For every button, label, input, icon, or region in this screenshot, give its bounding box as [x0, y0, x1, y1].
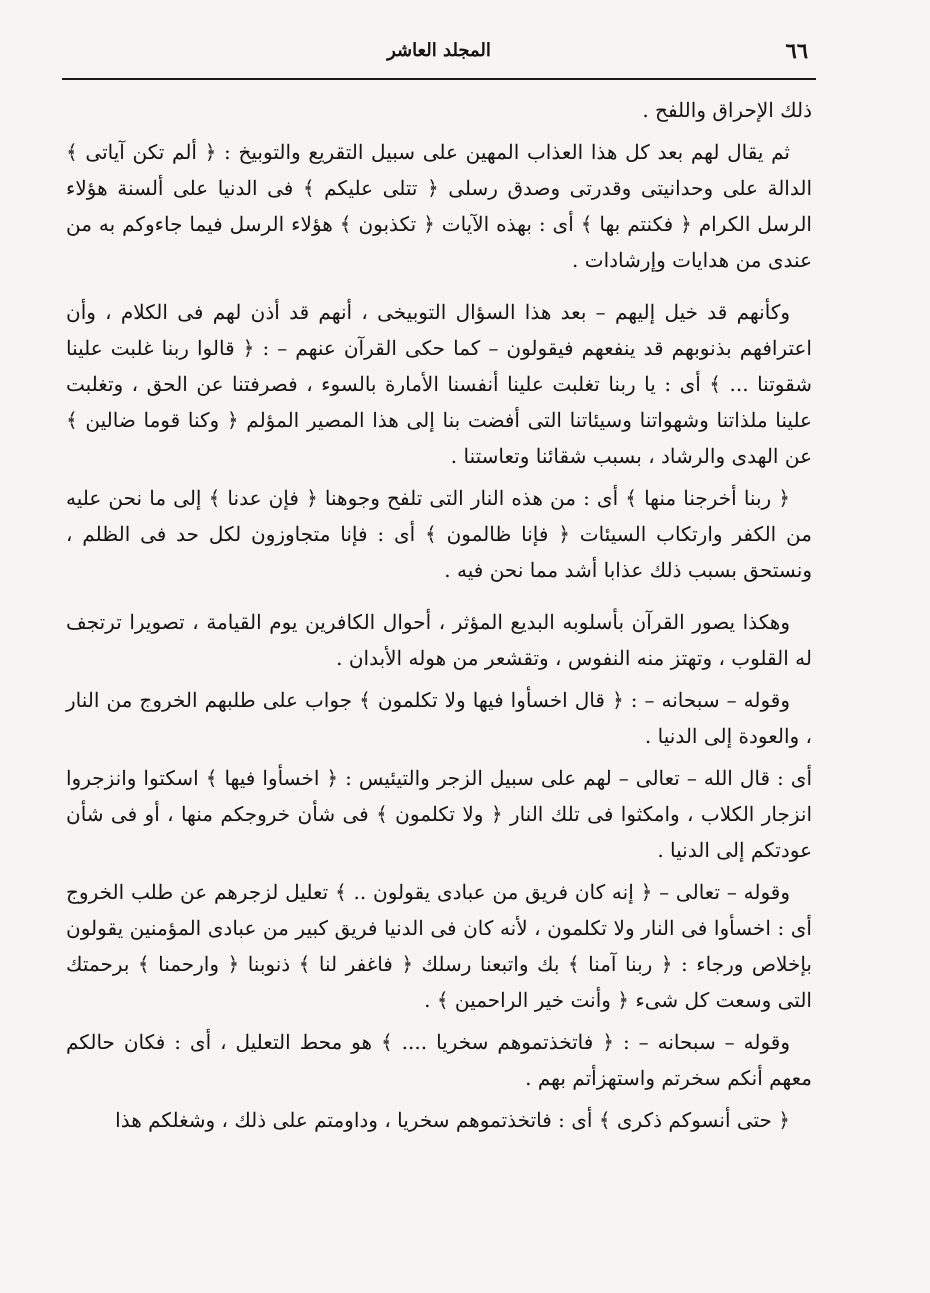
- paragraph-2: ثم يقال لهم بعد كل هذا العذاب المهين على سبيل التقريع والتوبيخ : ﴿ ألم تكن آياتى ﴾ الدالة على وحدانيتى وقدرتى وصدق رسلى ﴿ تتلى عليكم ﴾ فى الدنيا على ألسنة هؤلاء الرسل الكرام ﴿ فكنتم بها ﴾ أى : بهذه الآيات ﴿ تكذبون ﴾ هؤلاء الرسل فيما جاءوكم به من عندى من هدايات وإرشادات .: [66, 140, 812, 272]
- running-title: المجلد العاشر: [387, 40, 491, 61]
- page-body: [66, 92, 812, 1144]
- paragraph-8: وقوله – تعالى – ﴿ إنه كان فريق من عبادى يقولون .. ﴾ تعليل لزجرهم عن طلب الخروج أى : اخسأوا فى النار ولا تكلمون ، لأنه كان فى الدنيا فريق كبير من عبادى المؤمنين يقولون بإخلاص ورجاء : ﴿ ربنا آمنا ﴾ بك واتبعنا رسلك ﴿ فاغفر لنا ﴾ ذنوبنا ﴿ وارحمنا ﴾ برحمتك التى وسعت كل شىء ﴿ وأنت خير الراحمين ﴾ .: [66, 880, 812, 1012]
- header-divider: [62, 78, 816, 80]
- paragraph-10: ﴿ حتى أنسوكم ذكرى ﴾ أى : فاتخذتموهم سخريا ، وداومتم على ذلك ، وشغلكم هذا: [115, 1108, 790, 1132]
- page-header: [64, 28, 814, 78]
- page-number: ٦٦: [785, 38, 808, 63]
- paragraph-1: ذلك الإحراق واللفح .: [642, 98, 812, 122]
- paragraph-5: وهكذا يصور القرآن بأسلوبه البديع المؤثر ، أحوال الكافرين يوم القيامة ، تصويرا ترتجف له القلوب ، وتهتز منه النفوس ، وتقشعر من هوله الأبدان .: [66, 610, 812, 670]
- paragraph-6: وقوله – سبحانه – : ﴿ قال اخسأوا فيها ولا تكلمون ﴾ جواب على طلبهم الخروج من النار ، والعودة إلى الدنيا .: [66, 688, 812, 748]
- paragraph-4: ﴿ ربنا أخرجنا منها ﴾ أى : من هذه النار التى تلفح وجوهنا ﴿ فإن عدنا ﴾ إلى ما نحن عليه من الكفر وارتكاب السيئات ﴿ فإنا ظالمون ﴾ أى : فإنا متجاوزون لكل حد فى الظلم ، ونستحق بسبب ذلك عذابا أشد مما نحن فيه .: [66, 486, 812, 582]
- paragraph-9: وقوله – سبحانه – : ﴿ فاتخذتموهم سخريا .... ﴾ هو محط التعليل ، أى : فكان حالكم معهم أنكم سخرتم واستهزأتم بهم .: [66, 1030, 812, 1090]
- paragraph-7: أى : قال الله – تعالى – لهم على سبيل الزجر والتيئيس : ﴿ اخسأوا فيها ﴾ اسكتوا وانزجروا انزجار الكلاب ، وامكثوا فى تلك النار ﴿ ولا تكلمون ﴾ فى شأن خروجكم منها ، أو فى شأن عودتكم إلى الدنيا .: [66, 766, 812, 862]
- paragraph-3: وكأنهم قد خيل إليهم – بعد هذا السؤال التوبيخى ، أنهم قد أذن لهم فى الكلام ، وأن اعترافهم بذنوبهم قد ينفعهم فيقولون – كما حكى القرآن عنهم – : ﴿ قالوا ربنا غلبت علينا شقوتنا ... ﴾ أى : يا ربنا تغلبت علينا أنفسنا الأمارة بالسوء ، فصرفتنا عن الحق ، وتغلبت علينا ملذاتنا وشهواتنا وسيئاتنا التى أفضت بنا إلى هذا المصير المؤلم ﴿ وكنا قوما ضالين ﴾ عن الهدى والرشاد ، بسبب شقائنا وتعاستنا .: [66, 300, 812, 468]
